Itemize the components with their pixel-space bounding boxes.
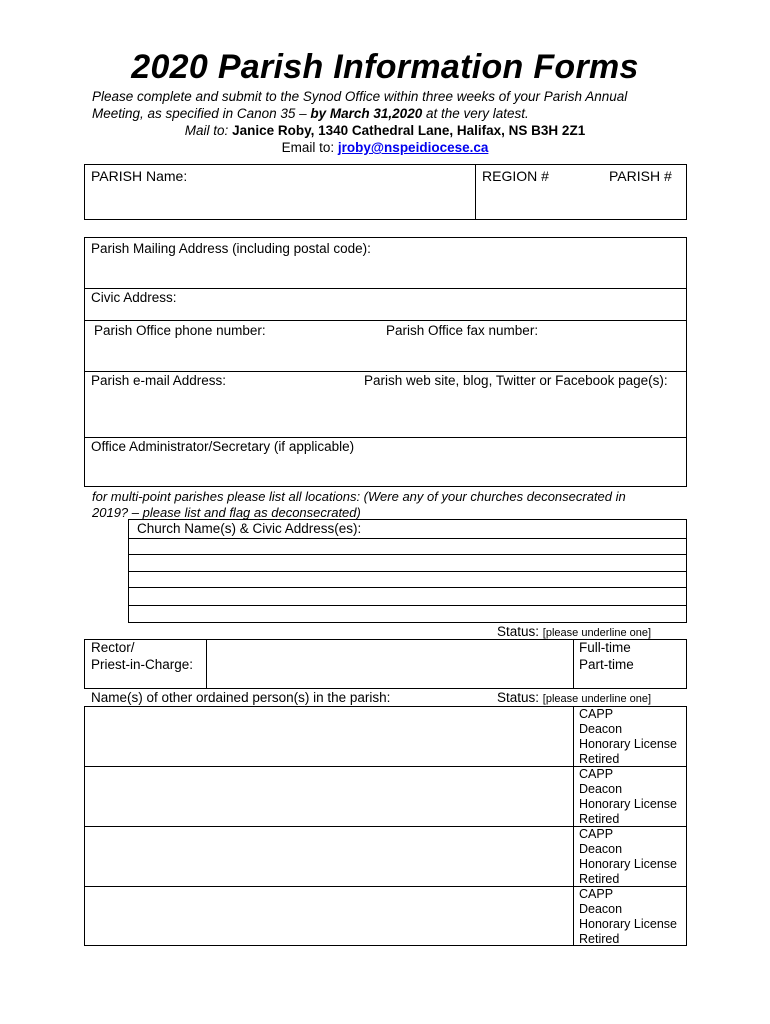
divider-email xyxy=(84,437,687,438)
status-capp[interactable]: CAPP xyxy=(579,827,614,841)
rector-status-part-time[interactable]: Part-time xyxy=(579,657,634,672)
web-site-label: Parish web site, blog, Twitter or Facebook page(s): xyxy=(364,373,668,388)
rector-status-divider xyxy=(573,639,574,689)
mailing-address-label: Parish Mailing Address (including postal code): xyxy=(91,241,371,256)
locations-note-line-2: 2019? – please list and flag as deconsecrated) xyxy=(92,505,361,520)
church-row-field[interactable] xyxy=(132,588,682,604)
church-row-field[interactable] xyxy=(132,555,682,570)
other-person-name-field[interactable] xyxy=(88,709,568,763)
church-row-field[interactable] xyxy=(132,606,682,622)
status-retired[interactable]: Retired xyxy=(579,872,620,886)
status-capp[interactable]: CAPP xyxy=(579,887,614,901)
rector-name-field[interactable] xyxy=(210,642,568,686)
locations-note-line-1: for multi-point parishes please list all locations: (Were any of your churches deconsecrated in xyxy=(92,489,626,504)
web-site-field[interactable] xyxy=(362,392,680,434)
divider-civic xyxy=(84,320,687,321)
status-honorary-license[interactable]: Honorary License xyxy=(579,737,677,751)
email-to-line xyxy=(0,139,770,156)
status-deacon[interactable]: Deacon xyxy=(579,842,623,856)
other-status-options xyxy=(579,767,677,827)
intro-line-2 xyxy=(92,105,529,122)
phone-label: Parish Office phone number: xyxy=(94,323,266,338)
fax-label: Parish Office fax number: xyxy=(386,323,539,338)
rector-label-divider xyxy=(206,639,207,689)
status-capp[interactable]: CAPP xyxy=(579,707,614,721)
parish-name-field[interactable] xyxy=(90,186,468,216)
church-table-header: Church Name(s) & Civic Address(es): xyxy=(137,521,362,536)
status-retired[interactable]: Retired xyxy=(579,752,620,766)
status-deacon[interactable]: Deacon xyxy=(579,902,623,916)
deadline-text: by March 31,2020 xyxy=(310,106,423,121)
mail-to-line xyxy=(0,122,770,139)
intro-line-1: Please complete and submit to the Synod Office within three weeks of your Parish Annual xyxy=(92,89,628,104)
status-deacon[interactable]: Deacon xyxy=(579,782,623,796)
other-person-name-field[interactable] xyxy=(88,769,568,823)
rector-status-label: Status: xyxy=(497,624,540,639)
status-capp[interactable]: CAPP xyxy=(579,767,614,781)
church-row-field[interactable] xyxy=(132,539,682,553)
parish-number-field[interactable] xyxy=(605,186,683,216)
rector-status-heading xyxy=(497,624,651,639)
rector-label-line-2: Priest-in-Charge: xyxy=(91,657,194,672)
status-honorary-license[interactable]: Honorary License xyxy=(579,917,677,931)
other-status-options xyxy=(579,827,677,887)
status-retired[interactable]: Retired xyxy=(579,812,620,826)
status-retired[interactable]: Retired xyxy=(579,932,620,946)
phone-field[interactable] xyxy=(90,341,370,369)
civic-address-field[interactable] xyxy=(190,290,680,318)
rector-label-line-1: Rector/ xyxy=(91,640,135,655)
page-title: 2020 Parish Information Forms xyxy=(131,48,639,86)
church-row-field[interactable] xyxy=(132,572,682,586)
mailing-address-field[interactable] xyxy=(90,258,680,286)
other-status-heading xyxy=(497,690,651,705)
rector-status-hint: [please underline one] xyxy=(542,627,652,639)
other-person-name-field[interactable] xyxy=(88,829,568,883)
mail-address: Janice Roby, 1340 Cathedral Lane, Halifax, NS B3H 2Z1 xyxy=(232,123,586,138)
parish-email-label: Parish e-mail Address: xyxy=(91,373,227,388)
region-number-field[interactable] xyxy=(480,186,570,216)
admin-field[interactable] xyxy=(90,457,680,484)
rector-status-full-time[interactable]: Full-time xyxy=(579,640,631,655)
civic-address-label: Civic Address: xyxy=(91,290,177,305)
region-label: REGION # xyxy=(482,168,549,184)
other-status-hint: [please underline one] xyxy=(542,693,652,705)
other-ordained-label: Name(s) of other ordained person(s) in the parish: xyxy=(91,690,391,705)
email-to-prefix: Email to: xyxy=(281,140,338,155)
admin-label: Office Administrator/Secretary (if applicable) xyxy=(91,439,355,454)
parish-name-label: PARISH Name: xyxy=(91,168,188,184)
other-status-options xyxy=(579,887,677,947)
divider-phone xyxy=(84,371,687,372)
parish-number-label: PARISH # xyxy=(609,168,672,184)
status-honorary-license[interactable]: Honorary License xyxy=(579,797,677,811)
parish-box-divider xyxy=(475,164,476,220)
divider-mailing xyxy=(84,288,687,289)
parish-email-field[interactable] xyxy=(90,392,350,434)
mail-to-prefix: Mail to: xyxy=(184,123,233,138)
intro-text-c: at the very latest. xyxy=(422,106,529,121)
other-status-options xyxy=(579,707,677,767)
email-link[interactable]: jroby@nspeidiocese.ca xyxy=(337,140,489,155)
other-status-label: Status: xyxy=(497,690,540,705)
fax-field[interactable] xyxy=(384,341,680,369)
status-honorary-license[interactable]: Honorary License xyxy=(579,857,677,871)
intro-text-a: Meeting, as specified in Canon 35 – xyxy=(92,106,311,121)
other-person-name-field[interactable] xyxy=(88,889,568,943)
status-deacon[interactable]: Deacon xyxy=(579,722,623,736)
